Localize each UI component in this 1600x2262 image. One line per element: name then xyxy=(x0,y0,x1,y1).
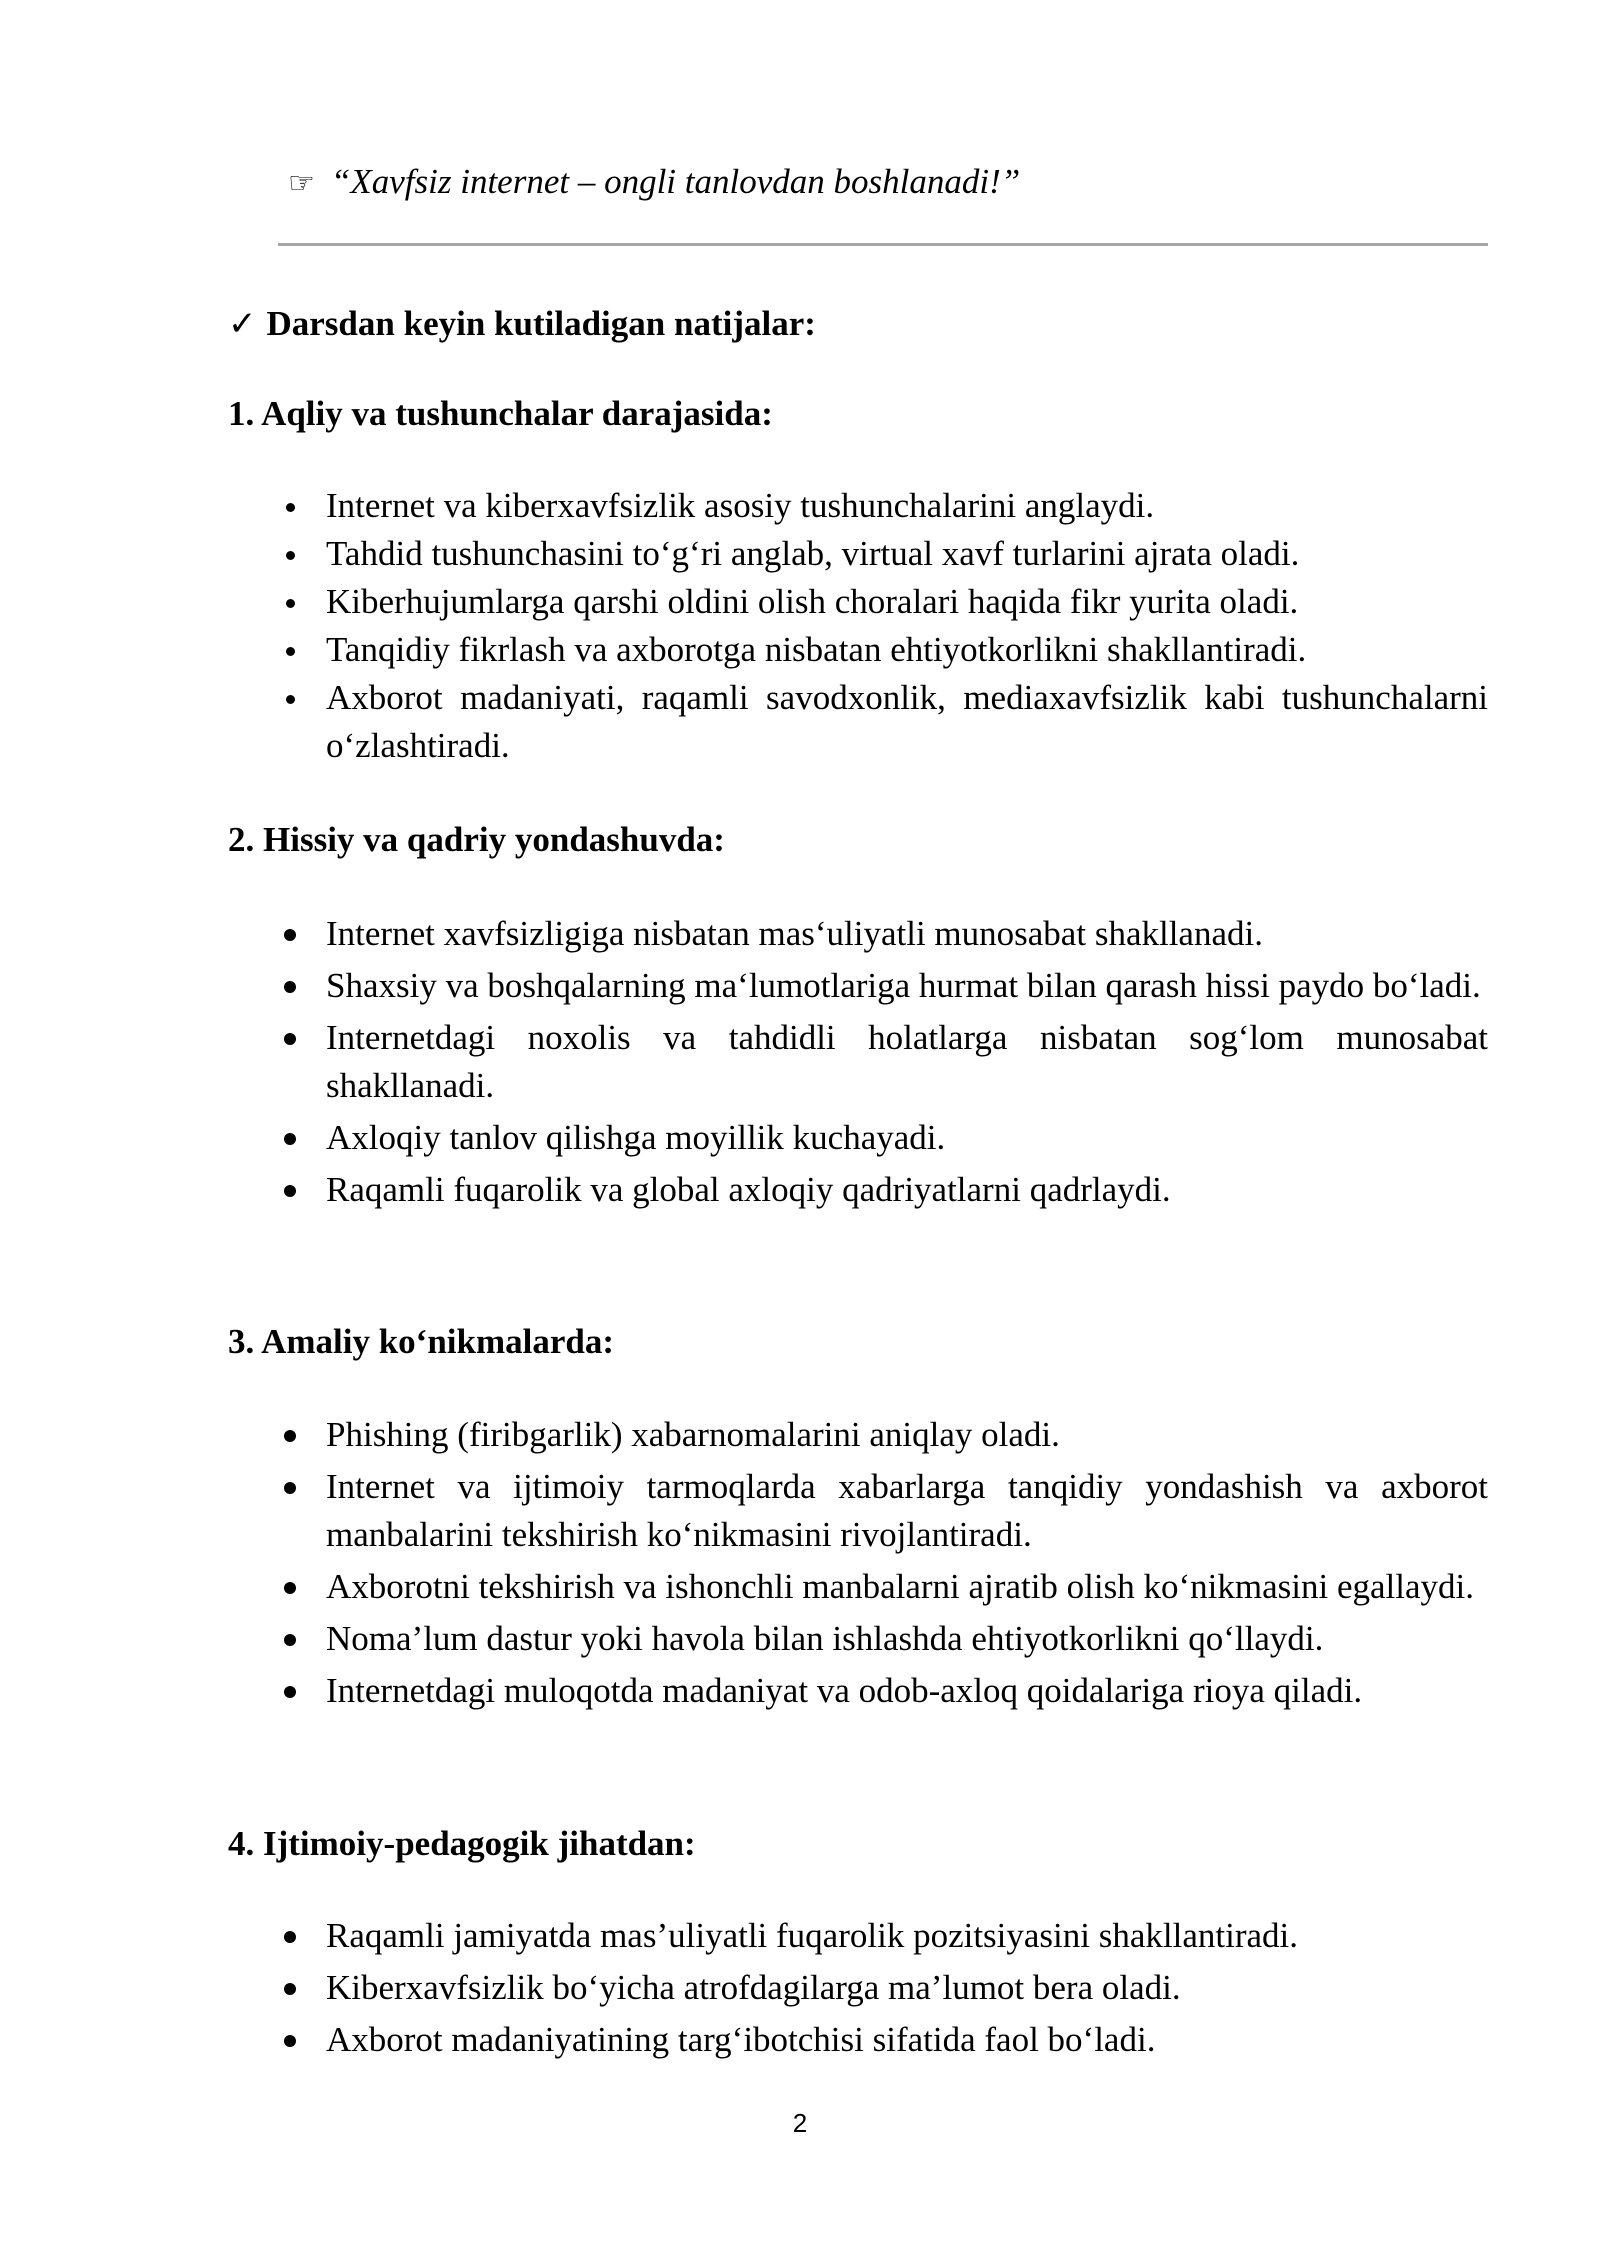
bullet-icon xyxy=(286,695,295,704)
bullet-icon xyxy=(284,1133,296,1145)
quote-line xyxy=(288,158,1020,208)
bullet-icon xyxy=(284,1582,296,1594)
results-heading-text: Darsdan keyin kutiladigan natijalar: xyxy=(266,304,816,343)
list-item: Internet va kiberxavfsizlik asosiy tushunchalarini anglaydi. xyxy=(278,482,1488,530)
bullet-icon xyxy=(284,929,296,941)
results-heading xyxy=(228,300,816,348)
bullet-icon xyxy=(284,1634,296,1646)
section-title-cognitive: 1. Aqliy va tushunchalar darajasida: xyxy=(228,394,773,433)
quote-block xyxy=(278,150,1488,246)
bullet-icon xyxy=(284,1686,296,1698)
bullet-icon xyxy=(284,1033,296,1045)
bullet-icon xyxy=(284,1983,296,1995)
bullet-icon xyxy=(286,503,295,512)
bullet-icon xyxy=(284,1931,296,1943)
bullet-icon xyxy=(284,1430,296,1442)
section-list-social xyxy=(278,1912,1488,2068)
list-item: Noma’lum dastur yoki havola bilan ishlashda ehtiyotkorlikni qo‘llaydi. xyxy=(278,1615,1488,1663)
page-number: 2 xyxy=(792,2108,808,2138)
list-item: Raqamli fuqarolik va global axloqiy qadriyatlarni qadrlaydi. xyxy=(278,1166,1488,1214)
list-item: Raqamli jamiyatda mas’uliyatli fuqarolik pozitsiyasini shakllantiradi. xyxy=(278,1912,1488,1960)
list-item: Internetdagi muloqotda madaniyat va odob-axloq qoidalariga rioya qiladi. xyxy=(278,1667,1488,1715)
list-item: Axloqiy tanlov qilishga moyillik kuchayadi. xyxy=(278,1114,1488,1162)
section-list-cognitive xyxy=(278,482,1488,770)
bullet-icon xyxy=(284,2035,296,2047)
list-item: Axborot madaniyatining targ‘ibotchisi sifatida faol bo‘ladi. xyxy=(278,2016,1488,2064)
list-item: Tanqidiy fikrlash va axborotga nisbatan ehtiyotkorlikni shakllantiradi. xyxy=(278,626,1488,674)
list-item: Axborot madaniyati, raqamli savodxonlik, mediaxavfsizlik kabi tushunchalarni o‘zlashtiradi. xyxy=(278,674,1488,770)
section-title-emotional: 2. Hissiy va qadriy yondashuvda: xyxy=(228,820,725,859)
bullet-icon xyxy=(284,981,296,993)
list-item: Internet xavfsizligiga nisbatan mas‘uliyatli munosabat shakllanadi. xyxy=(278,910,1488,958)
bullet-icon xyxy=(286,551,295,560)
list-item: Kiberxavfsizlik bo‘yicha atrofdagilarga ma’lumot bera oladi. xyxy=(278,1964,1488,2012)
section-title-practical: 3. Amaliy ko‘nikmalarda: xyxy=(228,1322,615,1361)
bullet-icon xyxy=(286,599,295,608)
list-item: Axborotni tekshirish va ishonchli manbalarni ajratib olish ko‘nikmasini egallaydi. xyxy=(278,1563,1488,1611)
quote-text: “Xavfsiz internet – ongli tanlovdan boshlanadi!” xyxy=(330,162,1021,201)
section-list-practical xyxy=(278,1411,1488,1719)
list-item: Internet va ijtimoiy tarmoqlarda xabarlarga tanqidiy yondashish va axborot manbalarini tekshirish ko‘nikmasini rivojlantiradi. xyxy=(278,1463,1488,1559)
bullet-icon xyxy=(286,647,295,656)
pointing-hand-icon: ☞ xyxy=(288,166,315,201)
bullet-icon xyxy=(284,1185,296,1197)
list-item: Tahdid tushunchasini to‘g‘ri anglab, virtual xavf turlarini ajrata oladi. xyxy=(278,530,1488,578)
list-item: Internetdagi noxolis va tahdidli holatlarga nisbatan sog‘lom munosabat shakllanadi. xyxy=(278,1014,1488,1110)
bullet-icon xyxy=(284,1482,296,1494)
check-mark-icon: ✓ xyxy=(228,304,257,344)
list-item: Kiberhujumlarga qarshi oldini olish choralari haqida fikr yurita oladi. xyxy=(278,578,1488,626)
section-list-emotional xyxy=(278,910,1488,1218)
section-title-social: 4. Ijtimoiy-pedagogik jihatdan: xyxy=(228,1824,696,1863)
list-item: Phishing (firibgarlik) xabarnomalarini aniqlay oladi. xyxy=(278,1411,1488,1459)
list-item: Shaxsiy va boshqalarning ma‘lumotlariga hurmat bilan qarash hissi paydo bo‘ladi. xyxy=(278,962,1488,1010)
